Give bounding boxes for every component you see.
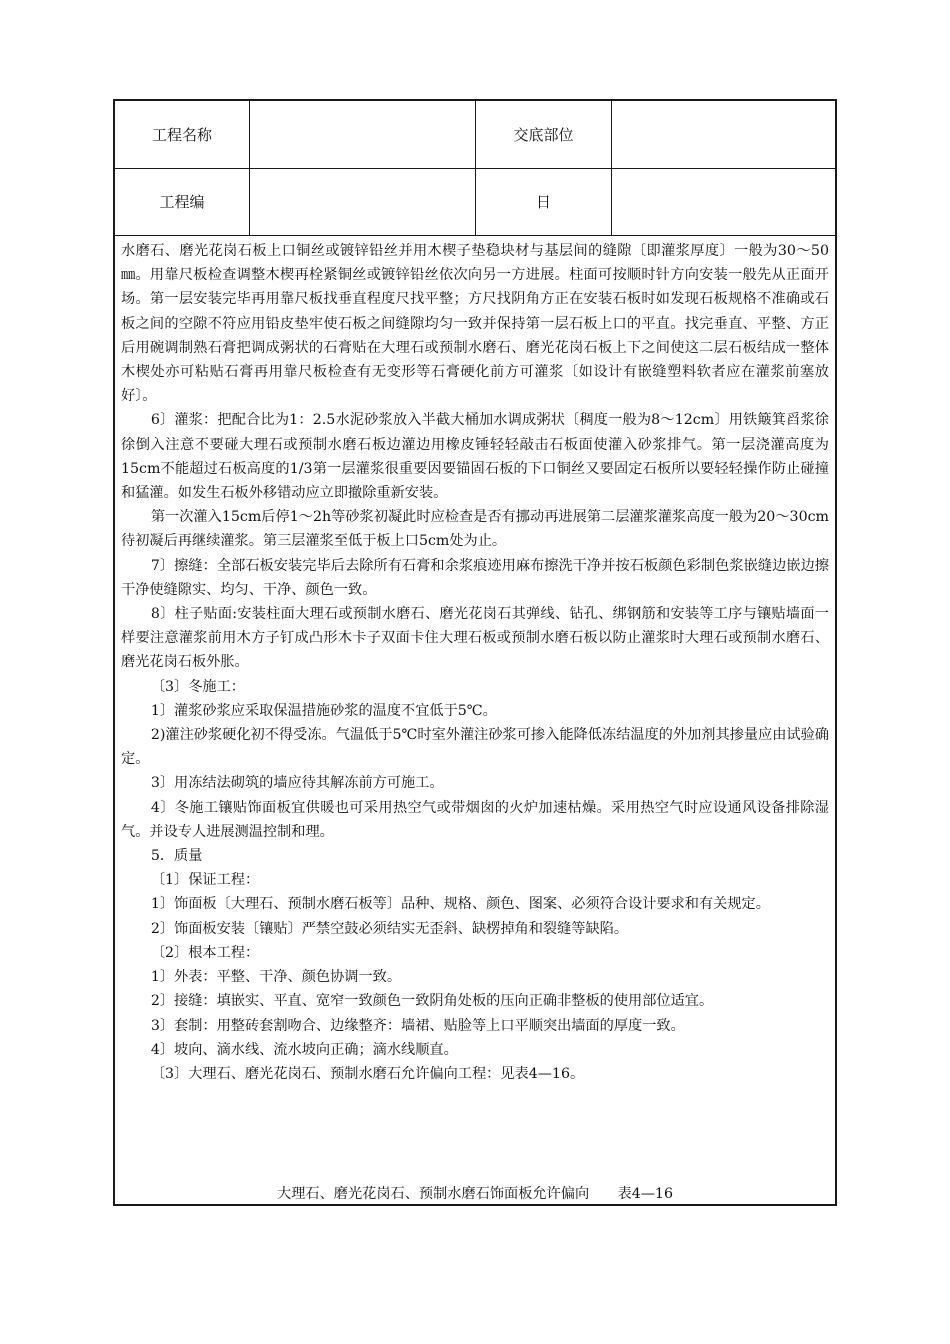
paragraph: 3〕套制：用整砖套割吻合、边缘整齐：墙裙、贴脸等上口平顺突出墙面的厚度一致。 bbox=[150, 1017, 685, 1034]
date-label: 日 bbox=[476, 168, 612, 235]
paragraph: 6〕灌浆：把配合比为1：2.5水泥砂浆放入半截大桶加水调成粥状〔稠度一般为8～12cm〕用铁簸箕舀浆徐徐倒入注意不要碰大理石或预制水磨石板边灌边用橡皮锤轻轻敲击石板面使灌入砂浆排气。第一层浇灌高度为15cm不能超过石板高度的1/3第一层灌浆很重要因要锚固石板的下口铜丝又要固定石板所以要轻轻操作防止碰撞和猛灌。如发生石板外移错动应立即撤除重新安装。 bbox=[121, 412, 829, 502]
paragraph: 2)灌注砂浆硬化初不得受冻。气温低于5℃时室外灌注砂浆可掺入能降低冻结温度的外加剂其掺量应由试验确定。 bbox=[121, 727, 829, 768]
table-caption: 大理石、磨光花岗石、预制水磨石饰面板允许偏向 表4—16 bbox=[277, 1186, 673, 1202]
paragraph: 4〕冬施工镶贴饰面板宜供暖也可采用热空气或带烟囱的火炉加速枯燥。采用热空气时应设通风设备排除湿气。并设专人进展测温控制和理。 bbox=[121, 799, 829, 840]
paragraph: 〔3〕大理石、磨光花岗石、预制水磨石允许偏向工程：见表4—16。 bbox=[150, 1065, 585, 1082]
handover-part-label: 交底部位 bbox=[476, 101, 612, 168]
project-no-label: 工程编 bbox=[115, 168, 250, 235]
header-row-2 bbox=[115, 168, 835, 236]
handover-form bbox=[113, 99, 837, 1206]
paragraph: 2〕饰面板安装〔镶贴〕严禁空鼓必须结实无歪斜、缺楞掉角和裂缝等缺陷。 bbox=[150, 920, 629, 937]
section-heading: 〔3〕冬施工： bbox=[150, 678, 245, 695]
paragraph: 水磨石、磨光花岗石板上口铜丝或镀锌铅丝并用木楔子垫稳块材与基层间的缝隙〔即灌浆厚度〕一般为30～50㎜。用靠尺板检查调整木楔再栓紧铜丝或镀锌铅丝依次向另一方进展。柱面可按顺时针方向安装一般先从正面开场。第一层安装完毕再用靠尺板找垂直程度尺找平整；方尺找阴角方正在安装石板时如发现石板规格不准确或石板之间的空隙不符应用铅皮垫牢使石板之间缝隙均匀一致并保持第一层石板上口的平直。找完垂直、平整、方正后用碗调制熟石膏把调成粥状的石膏贴在大理石或预制水磨石、磨光花岗石板上下之间使这二层石板结成一整体木楔处亦可粘贴石膏再用靠尺板检查有无变形等石膏硬化前方可灌浆〔如设计有嵌缝塑料软者应在灌浆前塞放好〕。 bbox=[121, 243, 829, 405]
paragraph: 1〕饰面板〔大理石、预制水磨石板等〕品种、规格、颜色、图案、必须符合设计要求和有关规定。 bbox=[150, 896, 770, 913]
section-heading: 〔1〕保证工程： bbox=[150, 872, 260, 889]
paragraph: 4〕坡向、滴水线、流水坡向正确；滴水线顺直。 bbox=[150, 1041, 458, 1058]
paragraph: 1〕灌浆砂浆应采取保温措施砂浆的温度不宜低于5℃。 bbox=[150, 702, 497, 719]
paragraph: 1〕外表：平整、干净、颜色协调一致。 bbox=[150, 969, 402, 986]
project-no-value[interactable] bbox=[250, 168, 476, 235]
paragraph: 3〕用冻结法砌筑的墙应待其解冻前方可施工。 bbox=[150, 775, 444, 792]
project-name-value[interactable] bbox=[250, 101, 476, 168]
header-row-1 bbox=[115, 101, 835, 169]
paragraph: 7〕擦缝：全部石板安装完毕后去除所有石膏和余浆痕迹用麻布擦洗干净并按石板颜色彩制色浆嵌缝边嵌边擦干净使缝隙实、均匀、干净、颜色一致。 bbox=[121, 557, 829, 598]
section-heading: 5．质量 bbox=[150, 848, 203, 865]
project-name-label: 工程名称 bbox=[115, 101, 250, 168]
paragraph: 2〕接缝：填嵌实、平直、宽窄一致颜色一致阴角处板的压向正确非整板的使用部位适宜。 bbox=[150, 993, 714, 1010]
handover-content bbox=[121, 239, 829, 1086]
paragraph: 8〕柱子贴面:安装柱面大理石或预制水磨石、磨光花岗石其弹线、钻孔、绑钢筋和安装等工序与镶贴墙面一样要注意灌浆前用木方子钉成凸形木卡子双面卡住大理石板或预制水磨石板以防止灌浆时大理石或预制水磨石、磨光花岗石板外胀。 bbox=[121, 606, 829, 671]
paragraph: 第一次灌入15cm后停1～2h等砂浆初凝此时应检查是否有挪动再进展第二层灌浆灌浆高度一般为20～30cm待初凝后再继续灌浆。第三层灌浆至低于板上口5cm处为止。 bbox=[121, 509, 829, 550]
date-value[interactable] bbox=[612, 168, 835, 235]
section-heading: 〔2〕根本工程： bbox=[150, 944, 260, 961]
handover-part-value[interactable] bbox=[612, 101, 835, 168]
